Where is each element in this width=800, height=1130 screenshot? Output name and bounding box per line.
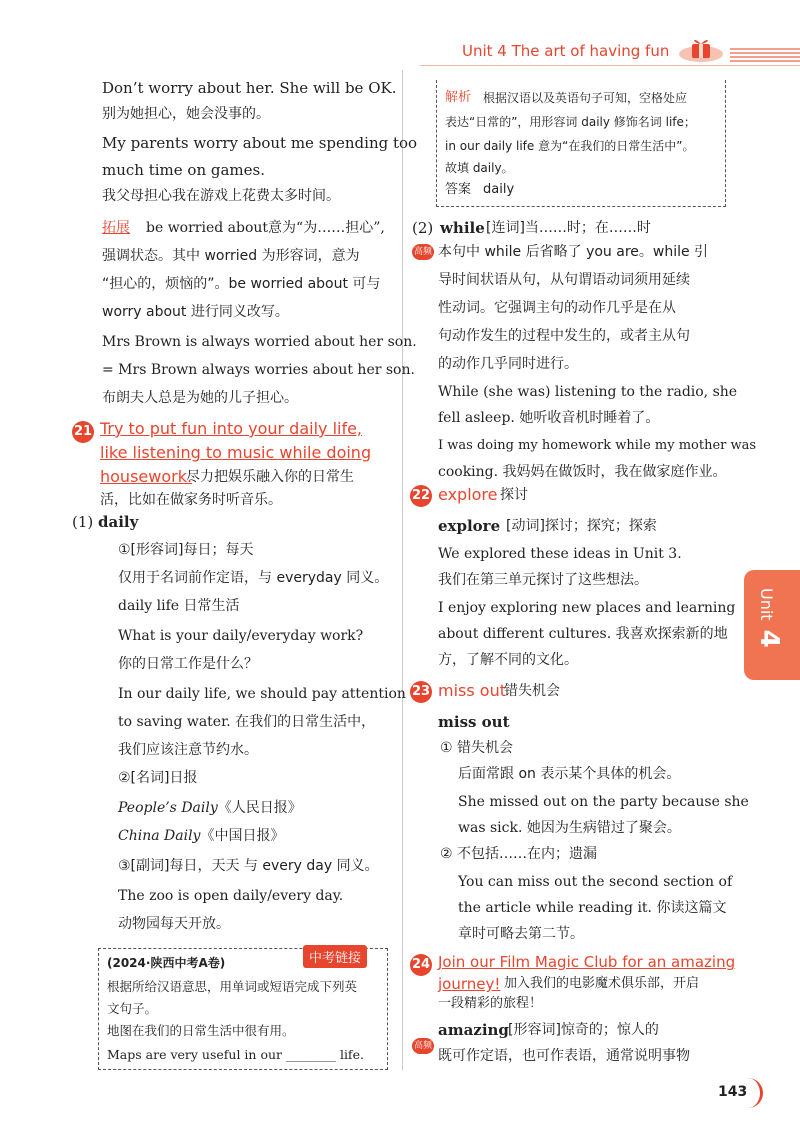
exam-link-tag: 中考链接 [303, 945, 367, 968]
analysis-text: in our daily life 意为“在我们的日常生活中”。 [445, 139, 695, 153]
definition: ①[形容词]每日；每天 [118, 542, 254, 558]
page-header [440, 40, 800, 68]
text-line: 仅用于名词前作定语，与 everyday 同义。 [118, 570, 389, 586]
text-line: What is your daily/everyday work? [118, 628, 364, 644]
text-line: My parents worry about me spending too [102, 134, 418, 152]
text-line: about different cultures. 我喜欢探索新的地 [438, 626, 728, 642]
section-number-24: 24 [410, 954, 432, 976]
newspaper-name: China Daily [118, 828, 201, 844]
text-line: to saving water. 在我们的日常生活中， [118, 714, 376, 730]
item-word: while [440, 219, 485, 237]
text-line: 句动作发生的过程中发生的，或者主从句 [438, 328, 690, 344]
section-21-title-line: housework. [100, 467, 193, 486]
exam-link-box [98, 948, 388, 1070]
text-line: 布朗夫人总是为她的儿子担心。 [102, 390, 298, 406]
text-line: cooking. 我妈妈在做饭时，我在做家庭作业。 [438, 464, 727, 480]
item-word: miss out [438, 713, 510, 731]
section-24-translation: 一段精彩的旅程！ [438, 996, 543, 1011]
exam-instruction: 根据所给汉语意思，用单词或短语完成下列英 [107, 979, 358, 994]
text-line: = Mrs Brown always worries about her son. [102, 362, 415, 378]
section-21-title-line: like listening to music while doing [100, 443, 372, 462]
text-line: I enjoy exploring new places and learning [438, 600, 736, 616]
section-number-22: 22 [410, 485, 432, 507]
gift-icon [676, 38, 726, 68]
analysis-text: 表达“日常的”，用形容词 daily 修饰名词 life； [445, 115, 696, 129]
definition: [连词]当……时；在……时 [486, 220, 651, 236]
text-line: 我父母担心我在游戏上花费太多时间。 [102, 188, 340, 204]
item-word: daily [98, 513, 139, 531]
answer-value: daily [483, 182, 515, 197]
unit-tab-number: 4 [754, 629, 784, 648]
analysis-label: 解析 [445, 90, 472, 105]
text-line: “担心的，烦恼的”。be worried about 可与 [102, 276, 381, 292]
text-line: worry about 进行同义改写。 [102, 304, 289, 320]
text-line: 既可作定语，也可作表语，通常说明事物 [438, 1048, 690, 1064]
item-word: amazing [438, 1021, 509, 1039]
text-line: 的动作几乎同时进行。 [438, 356, 578, 372]
text-line: the article while reading it. 你读这篇文 [458, 900, 727, 916]
text-line: In our daily life, we should pay attention [118, 686, 406, 702]
section-23-title: miss out [438, 681, 506, 700]
definition: ③[副词]每日，天天 与 every day 同义。 [118, 858, 379, 874]
analysis-box [436, 80, 726, 207]
text-line: was sick. 她因为生病错过了聚会。 [458, 820, 681, 836]
text-line: be worried about意为“为……担心”, [146, 220, 385, 236]
newspaper-cn: 《人民日报》 [217, 800, 302, 816]
text-line [118, 826, 284, 846]
section-21-translation: 尽力把娱乐融入你的日常生 [186, 469, 354, 485]
analysis-text: 故填 daily。 [445, 161, 514, 175]
unit-tab-word: Unit [757, 588, 776, 621]
text-line: daily life 日常生活 [118, 598, 240, 614]
definition: ②[名词]日报 [118, 770, 198, 786]
text-line [118, 798, 302, 818]
unit-side-tab [744, 570, 800, 680]
answer-label: 答案 [445, 182, 472, 197]
text-line: The zoo is open daily/every day. [118, 888, 344, 904]
item-number: (2) [412, 219, 434, 237]
text-line: While (she was) listening to the radio, she [438, 384, 738, 400]
text-line: 导时间状语从句，从句谓语动词须用延续 [438, 272, 690, 288]
item-word: explore [438, 517, 501, 535]
text-line: much time on games. [102, 161, 265, 179]
definition: [动词]探讨；探究；探索 [506, 518, 657, 534]
section-22-translation: 探讨 [500, 487, 528, 503]
section-21-title-line: Try to put fun into your daily life, [100, 419, 363, 438]
exam-sentence: Maps are very useful in our ________ life. [107, 1047, 364, 1062]
page-number-arc [740, 1078, 763, 1108]
section-24-title-line: journey! [438, 975, 501, 993]
page-number: 143 [718, 1084, 748, 1100]
text-line: 后面常跟 on 表示某个具体的机会。 [458, 766, 681, 782]
text-line: Don’t worry about her. She will be OK. [102, 79, 397, 97]
definition: [形容词]惊奇的；惊人的 [508, 1022, 659, 1038]
section-24-translation: 加入我们的电影魔术俱乐部，开启 [504, 976, 700, 991]
text-line: 动物园每天开放。 [118, 916, 230, 932]
text-line: She missed out on the party because she [458, 794, 749, 810]
section-24-title-line: Join our Film Magic Club for an amazing [438, 953, 736, 971]
text-line: We explored these ideas in Unit 3. [438, 546, 682, 562]
text-line: Mrs Brown is always worried about her son. [102, 334, 417, 350]
text-line: 我们应该注意节约水。 [118, 742, 258, 758]
text-line: 本句中 while 后省略了 you are。while 引 [438, 244, 709, 260]
exam-instruction: 文句子。 [107, 1001, 158, 1016]
text-line: 我们在第三单元探讨了这些想法。 [438, 572, 648, 588]
header-stripes [730, 48, 800, 62]
text-line: 性动词。它强调主句的动作几乎是在从 [438, 300, 676, 316]
newspaper-cn: 《中国日报》 [200, 828, 285, 844]
high-frequency-badge: 高频 [412, 1038, 434, 1054]
definition: ② 不包括……在内；遗漏 [440, 846, 598, 862]
item-number: (1) [72, 513, 94, 531]
header-rule [420, 65, 800, 66]
text-line: I was doing my homework while my mother was [438, 438, 757, 453]
high-frequency-badge: 高频 [412, 244, 434, 260]
text-line: 强调状态。其中 worried 为形容词，意为 [102, 248, 360, 264]
unit-title: Unit 4 The art of having fun [462, 42, 670, 60]
text-line: You can miss out the second section of [458, 874, 733, 890]
text-line: 别为她担心，她会没事的。 [102, 106, 270, 122]
section-23-translation: 错失机会 [504, 683, 560, 699]
exam-question: 地图在我们的日常生活中很有用。 [107, 1023, 295, 1038]
section-number-23: 23 [410, 681, 432, 703]
section-number-21: 21 [72, 421, 94, 443]
text-line: 你的日常工作是什么？ [118, 656, 258, 672]
text-line: 方，了解不同的文化。 [438, 652, 578, 668]
section-21-translation: 活，比如在做家务时听音乐。 [100, 492, 282, 508]
newspaper-name: People’s Daily [118, 800, 218, 816]
analysis-text: 根据汉语以及英语句子可知，空格处应 [483, 91, 688, 105]
section-22-title: explore [438, 485, 498, 504]
text-line: 章时可略去第二节。 [458, 926, 584, 942]
definition: ① 错失机会 [440, 740, 514, 756]
text-line: fell asleep. 她听收音机时睡着了。 [438, 410, 660, 426]
exam-source: (2024·陕西中考A卷) [107, 956, 226, 970]
column-divider [402, 70, 403, 1070]
expand-label: 拓展 [102, 220, 130, 236]
